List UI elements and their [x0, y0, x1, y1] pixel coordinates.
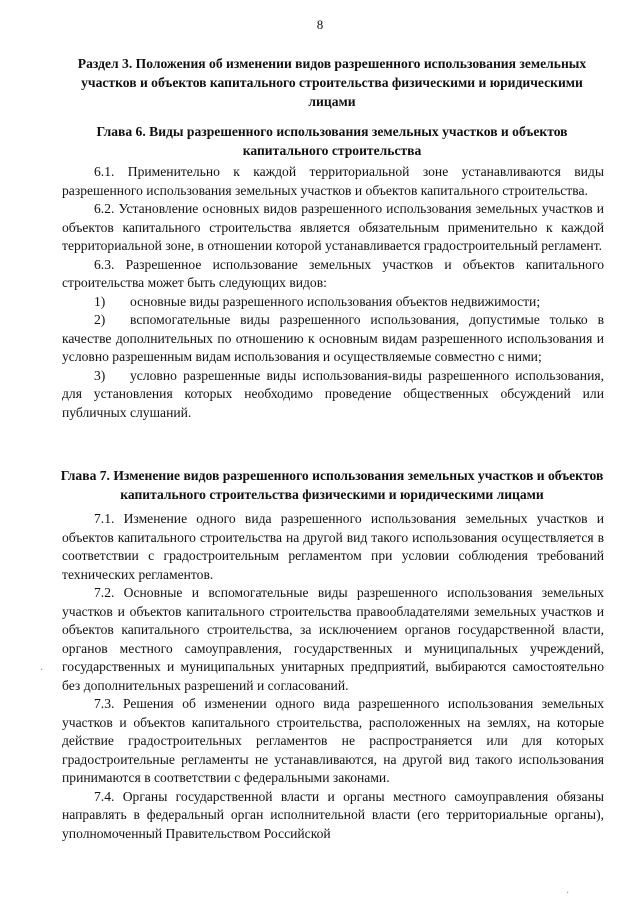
- chapter-7-heading: Глава 7. Изменение видов разрешенного использования земельных участков и объектов капитального строительства физическими и юридическими лицами: [60, 468, 604, 502]
- paragraph-6-2: 6.2. Установление основных видов разрешенного использования земельных участков и объектов капитального строительства является обязательным применительно к каждой территориальной зоне, в отношении которой устанавливается градостроительный регламент.: [62, 201, 604, 253]
- list-item-text: условно разрешенные виды использования-виды разрешенного использования, для установления которых необходимо проведение общественных обсуждений или публичных слушаний.: [62, 367, 604, 420]
- section-heading: Раздел 3. Положения об изменении видов разрешенного использования земельных участков и объектов капитального строительства физическими и юридическими лицами: [77, 56, 587, 109]
- paragraph-7-1: 7.1. Изменение одного вида разрешенного использования земельных участков и объектов капитального строительства на другой вид такого использования осуществляется в соответствии с градостроительным регламентом при условии соблюдения требований технических регламентов.: [62, 511, 604, 582]
- scan-mark: ·: [566, 888, 570, 899]
- page-number: 8: [316, 17, 324, 32]
- list-item-text: основные виды разрешенного использования объектов недвижимости;: [130, 293, 541, 309]
- paragraph-7-4: 7.4. Органы государственной власти и органы местного самоуправления обязаны направлять в федеральный орган исполнительной власти (его территориальные органы), уполномоченный Правительством Российской: [62, 788, 604, 841]
- chapter-6-heading: Глава 6. Виды разрешенного использования земельных участков и объектов капитального строительства: [96, 124, 568, 158]
- scan-mark: ·: [40, 665, 44, 676]
- chapter-7-body: [62, 510, 604, 843]
- paragraph-7-3: 7.3. Решения об изменении одного вида разрешенного использования земельных участков и объектов капитального строительства, расположенных на землях, на которые действие градостроительных регламентов не распространяется или для которых градостроительные регламенты не устанавливаются, на другой вид такого использования принимаются в соответствии с федеральными законами.: [62, 696, 604, 785]
- paragraph-6-3: 6.3. Разрешенное использование земельных участков и объектов капитального строительства может быть следующих видов:: [62, 256, 604, 290]
- list-item: [62, 311, 604, 367]
- list-item: [62, 293, 604, 312]
- list-item-number: 1): [94, 293, 106, 309]
- paragraph-7-2: 7.2. Основные и вспомогательные виды разрешенного использования земельных участков и объектов капитального строительства правообладателями земельных участков и объектов капитального строительства, за исключением органов государственной власти, органов местного самоуправления, государственных и муниципальных учреждений, государственных и муниципальных унитарных предприятий, выбираются самостоятельно без дополнительных разрешений и согласований.: [62, 585, 604, 693]
- chapter-6-body: [62, 163, 604, 422]
- list-item-text: вспомогательные виды разрешенного использования, допустимые только в качестве дополнительных по отношению к основным видам разрешенного использования и условно разрешенным видам использования и осуществляемые совместно с ними;: [62, 312, 604, 364]
- list-item-number: 3): [94, 367, 106, 383]
- list-item: [62, 367, 604, 423]
- paragraph-6-1: 6.1. Применительно к каждой территориальной зоне устанавливаются виды разрешенного использования земельных участков и объектов капитального строительства.: [62, 164, 604, 198]
- list-item-number: 2): [94, 312, 106, 327]
